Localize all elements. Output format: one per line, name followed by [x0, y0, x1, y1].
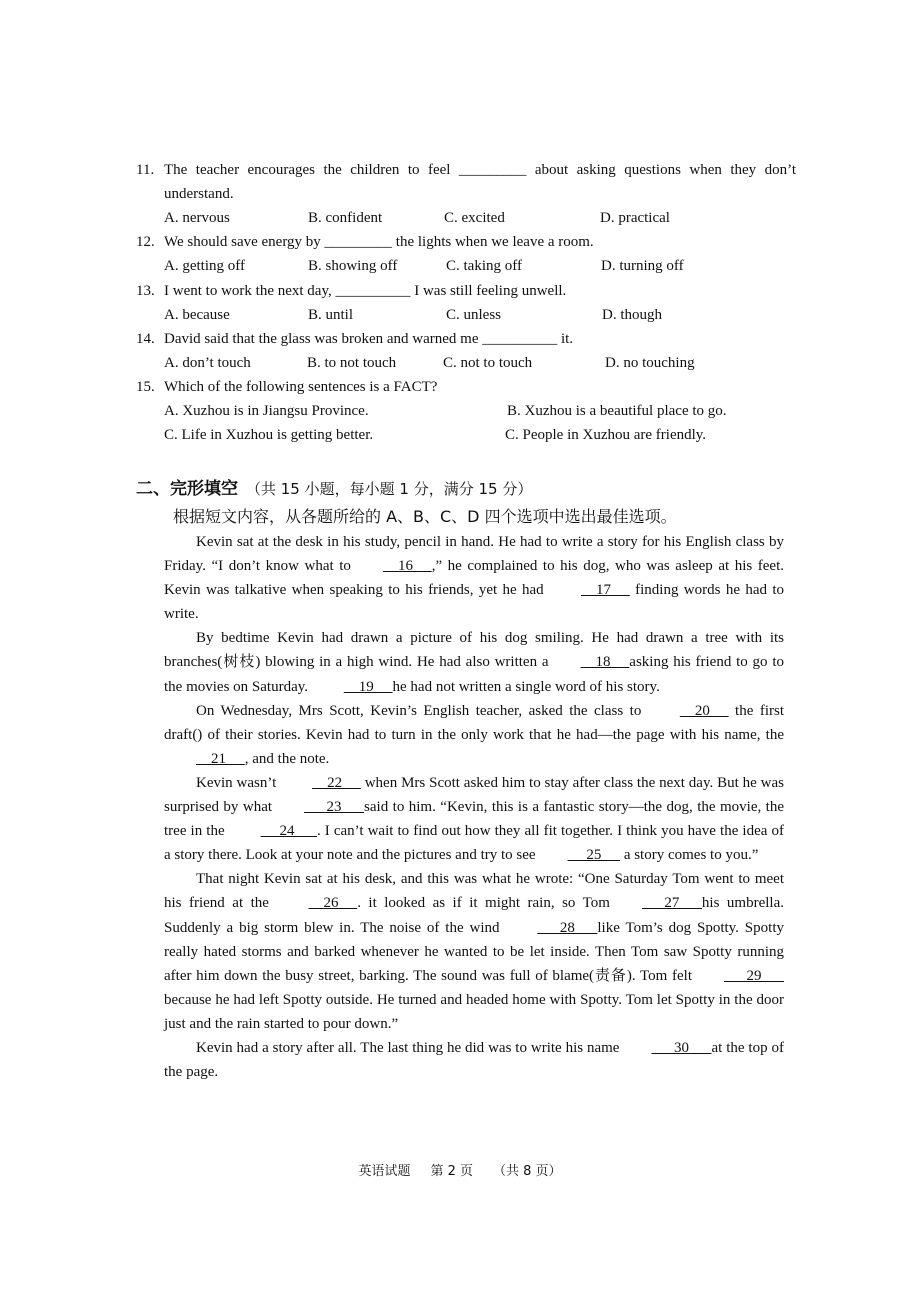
option-row	[164, 423, 796, 447]
blank-26[interactable]: 26	[308, 895, 358, 912]
question-12	[136, 230, 796, 278]
option-c[interactable]: C. not to touch	[443, 355, 533, 371]
question-text: The teacher encourages the children to feel _________ about asking questions when they don’t understand.	[164, 162, 796, 202]
option-row	[164, 254, 796, 278]
option-d[interactable]: C. People in Xuzhou are friendly.	[505, 427, 707, 443]
blank-23[interactable]: 23	[304, 799, 365, 816]
question-text: We should save energy by _________ the lights when we leave a room.	[164, 234, 594, 250]
option-b[interactable]: B. to not touch	[307, 355, 397, 371]
passage-paragraph: By bedtime Kevin had drawn a picture of his dog smiling. He had drawn a tree with its branches(树枝) blowing in a high wind. He had also written a 18 asking his friend to go to the movies on Saturday. 19 he had not written a single word of his story.	[164, 626, 784, 698]
passage-paragraph: Kevin sat at the desk in his study, pencil in hand. He had to write a story for his English class by Friday. “I don’t know what to 16 ,” he complained to his dog, who was asleep at his feet. Kevin was talkative when speaking to his friends, yet he had 17 finding words he had to write.	[164, 534, 784, 623]
blank-18[interactable]: 18	[580, 654, 630, 671]
footer-page: 第 2 页	[430, 1164, 473, 1179]
question-14	[136, 327, 796, 375]
question-number: 14.	[136, 331, 155, 347]
question-number: 12.	[136, 234, 155, 250]
option-b[interactable]: B. Xuzhou is a beautiful place to go.	[507, 403, 727, 419]
question-number: 11.	[136, 162, 155, 178]
option-d[interactable]: D. though	[602, 307, 662, 323]
question-number: 15.	[136, 379, 155, 395]
option-c[interactable]: C. Life in Xuzhou is getting better.	[164, 427, 374, 443]
blank-24[interactable]: 24	[260, 823, 317, 840]
question-number: 13.	[136, 283, 155, 299]
blank-20[interactable]: 20	[679, 702, 729, 719]
option-row	[164, 206, 796, 230]
option-row	[164, 351, 796, 375]
option-c[interactable]: C. taking off	[446, 258, 522, 274]
blank-16[interactable]: 16	[382, 558, 432, 575]
option-b[interactable]: B. showing off	[308, 258, 398, 274]
question-11	[136, 158, 796, 230]
option-b[interactable]: B. confident	[308, 210, 383, 226]
passage-paragraph: Kevin had a story after all. The last thing he did was to write his name 30 at the top of the page.	[164, 1036, 784, 1084]
question-text: Which of the following sentences is a FACT?	[164, 379, 438, 395]
option-a[interactable]: A. because	[164, 307, 230, 323]
cloze-passage	[164, 530, 784, 1084]
blank-29[interactable]: 29	[724, 967, 784, 984]
section-heading: 二、完形填空	[136, 479, 238, 499]
option-a[interactable]: A. Xuzhou is in Jiangsu Province.	[164, 403, 369, 419]
passage-paragraph: On Wednesday, Mrs Scott, Kevin’s English teacher, asked the class to 20 the first draft() of their stories. Kevin had to turn in the only work that he had—the page with his name, the 21 , and the note.	[164, 699, 784, 771]
section-title	[136, 474, 532, 499]
question-text: I went to work the next day, __________ I was still feeling unwell.	[164, 283, 567, 299]
option-a[interactable]: A. getting off	[164, 258, 245, 274]
option-d[interactable]: D. turning off	[601, 258, 684, 274]
question-text: David said that the glass was broken and warned me __________ it.	[164, 331, 574, 347]
passage-paragraph: That night Kevin sat at his desk, and this was what he wrote: “One Saturday Tom went to meet his friend at the 26 . it looked as if it might rain, so Tom 27 his umbrella. Suddenly a big storm blew in. The noise of the wind 28 like Tom’s dog Spotty. Spotty really hated storms and barked whenever he wanted to be let inside. Then Tom saw Spotty running after him down the busy street, barking. The sound was full of blame(责备). Tom felt 29 because he had left Spotty outside. He turned and headed home with Spotty. Tom let Spotty in the door just and the rain started to pour down.”	[164, 871, 784, 1032]
blank-30[interactable]: 30	[651, 1039, 712, 1056]
blank-19[interactable]: 19	[343, 678, 393, 695]
option-a[interactable]: A. don’t touch	[164, 355, 251, 371]
option-c[interactable]: C. excited	[444, 210, 505, 226]
blank-17[interactable]: 17	[581, 582, 630, 599]
question-15	[136, 375, 796, 447]
option-row	[164, 399, 796, 423]
option-row	[164, 303, 796, 327]
footer-subject: 英语试题	[358, 1164, 411, 1179]
option-a[interactable]: A. nervous	[164, 210, 230, 226]
page-footer	[0, 1160, 920, 1179]
option-b[interactable]: B. until	[308, 307, 354, 323]
footer-total: （共 8 页）	[493, 1164, 562, 1179]
option-d[interactable]: D. practical	[600, 210, 670, 226]
section-instruction: 根据短文内容，从各题所给的 A、B、C、D 四个选项中选出最佳选项。	[173, 507, 677, 526]
section-note: （共 15 小题，每小题 1 分，满分 15 分）	[246, 480, 533, 498]
blank-25[interactable]: 25	[567, 847, 621, 864]
option-c[interactable]: C. unless	[446, 307, 502, 323]
blank-27[interactable]: 27	[641, 895, 702, 912]
passage-paragraph: Kevin wasn’t 22 when Mrs Scott asked him to stay after class the next day. But he was surprised by what 23 said to him. “Kevin, this is a fantastic story—the dog, the movie, the tree in the 24 . I can’t wait to find out how they all fit together. I think you have the idea of a story there. Look at your note and the pictures and try to see 25 a story comes to you.”	[164, 771, 784, 867]
option-d[interactable]: D. no touching	[605, 355, 695, 371]
question-13	[136, 279, 796, 327]
blank-22[interactable]: 22	[312, 774, 361, 791]
blank-28[interactable]: 28	[537, 919, 598, 936]
blank-21[interactable]: 21	[196, 750, 245, 767]
